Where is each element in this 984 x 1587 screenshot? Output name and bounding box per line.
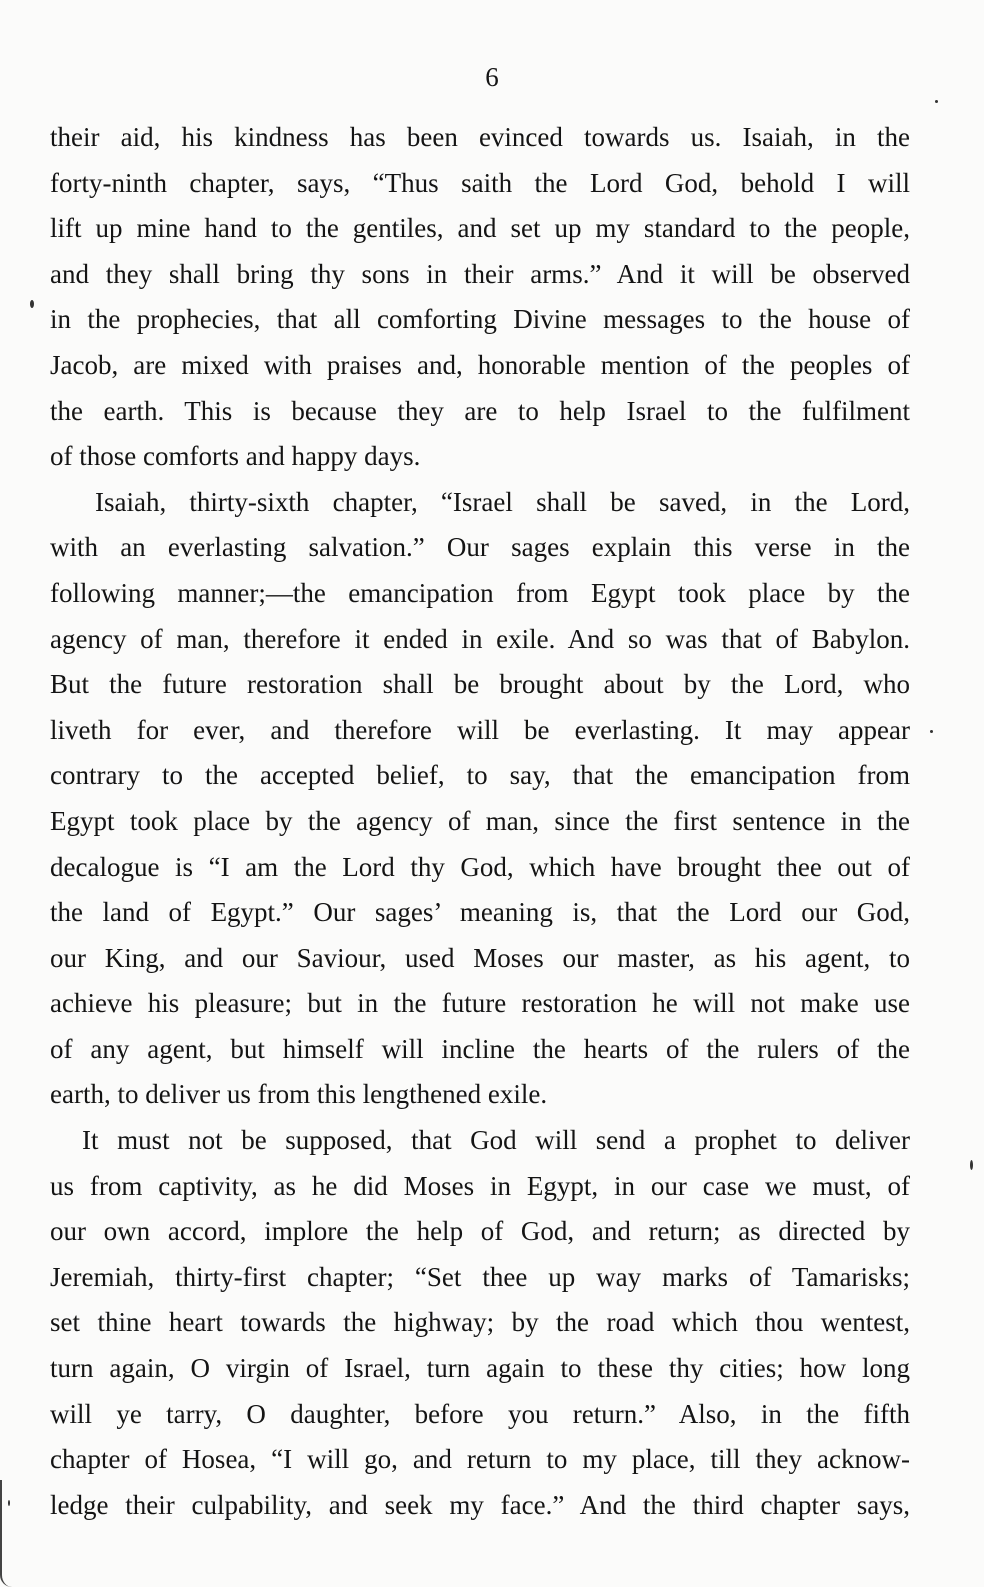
text-line: earth, to deliver us from this lengthened exile.	[50, 1079, 548, 1110]
text-line: decalogue is “I am the Lord thy God, which have brought thee out of	[50, 851, 910, 882]
text-line: Jacob, are mixed with praises and, honorable mention of the peoples of	[50, 349, 910, 380]
text-line: Isaiah, thirty-sixth chapter, “Israel shall be saved, in the Lord,	[95, 486, 910, 517]
text-line: chapter of Hosea, “I will go, and return to my place, till they acknow-	[50, 1444, 910, 1475]
text-line: forty-ninth chapter, says, “Thus saith the Lord God, behold I will	[50, 167, 910, 198]
text-line: our King, and our Saviour, used Moses our master, as his agent, to	[50, 942, 910, 973]
text-line: lift up mine hand to the gentiles, and set up my standard to the people,	[50, 213, 910, 244]
text-line: with an everlasting salvation.” Our sages explain this verse in the	[50, 532, 910, 563]
text-line: Jeremiah, thirty-first chapter; “Set thee up way marks of Tamarisks;	[50, 1261, 910, 1292]
text-line: But the future restoration shall be brought about by the Lord, who	[50, 669, 910, 700]
body-text	[50, 115, 910, 1528]
text-line: will ye tarry, O daughter, before you return.” Also, in the fifth	[50, 1398, 910, 1429]
page-number: 6	[485, 62, 499, 92]
text-line: turn again, O virgin of Israel, turn again to these thy cities; how long	[50, 1353, 910, 1384]
text-line: Egypt took place by the agency of man, since the first sentence in the	[50, 805, 910, 836]
text-line: the earth. This is because they are to help Israel to the fulfilment	[50, 395, 910, 426]
text-line: achieve his pleasure; but in the future restoration he will not make use	[50, 988, 910, 1019]
speck	[930, 730, 933, 733]
text-line: It must not be supposed, that God will send a prophet to deliver	[82, 1125, 910, 1156]
text-line: their aid, his kindness has been evinced towards us. Isaiah, in the	[50, 122, 910, 152]
text-line: following manner;—the emancipation from Egypt took place by the	[50, 577, 910, 608]
speck	[935, 100, 938, 103]
text-line: and they shall bring thy sons in their arms.” And it will be observed	[50, 258, 910, 289]
text-line: contrary to the accepted belief, to say, that the emancipation from	[50, 760, 910, 791]
text-line: us from captivity, as he did Moses in Egypt, in our case we must, of	[50, 1170, 910, 1201]
text-line: our own accord, implore the help of God, and return; as directed by	[50, 1216, 910, 1247]
text-line: agency of man, therefore it ended in exile. And so was that of Babylon.	[50, 623, 910, 654]
text-line: of any agent, but himself will incline the hearts of the rulers of the	[50, 1033, 910, 1064]
text-line: of those comforts and happy days.	[50, 441, 421, 472]
page-edge	[0, 1480, 12, 1587]
speck	[970, 1160, 973, 1170]
speck	[30, 300, 34, 308]
text-line: set thine heart towards the highway; by the road which thou wentest,	[50, 1307, 910, 1338]
text-line: liveth for ever, and therefore will be everlasting. It may appear	[50, 714, 910, 745]
text-line: ledge their culpability, and seek my face.” And the third chapter says,	[50, 1489, 910, 1520]
text-line: in the prophecies, that all comforting Divine messages to the house of	[50, 304, 910, 335]
text-line: the land of Egypt.” Our sages’ meaning is, that the Lord our God,	[50, 897, 910, 928]
